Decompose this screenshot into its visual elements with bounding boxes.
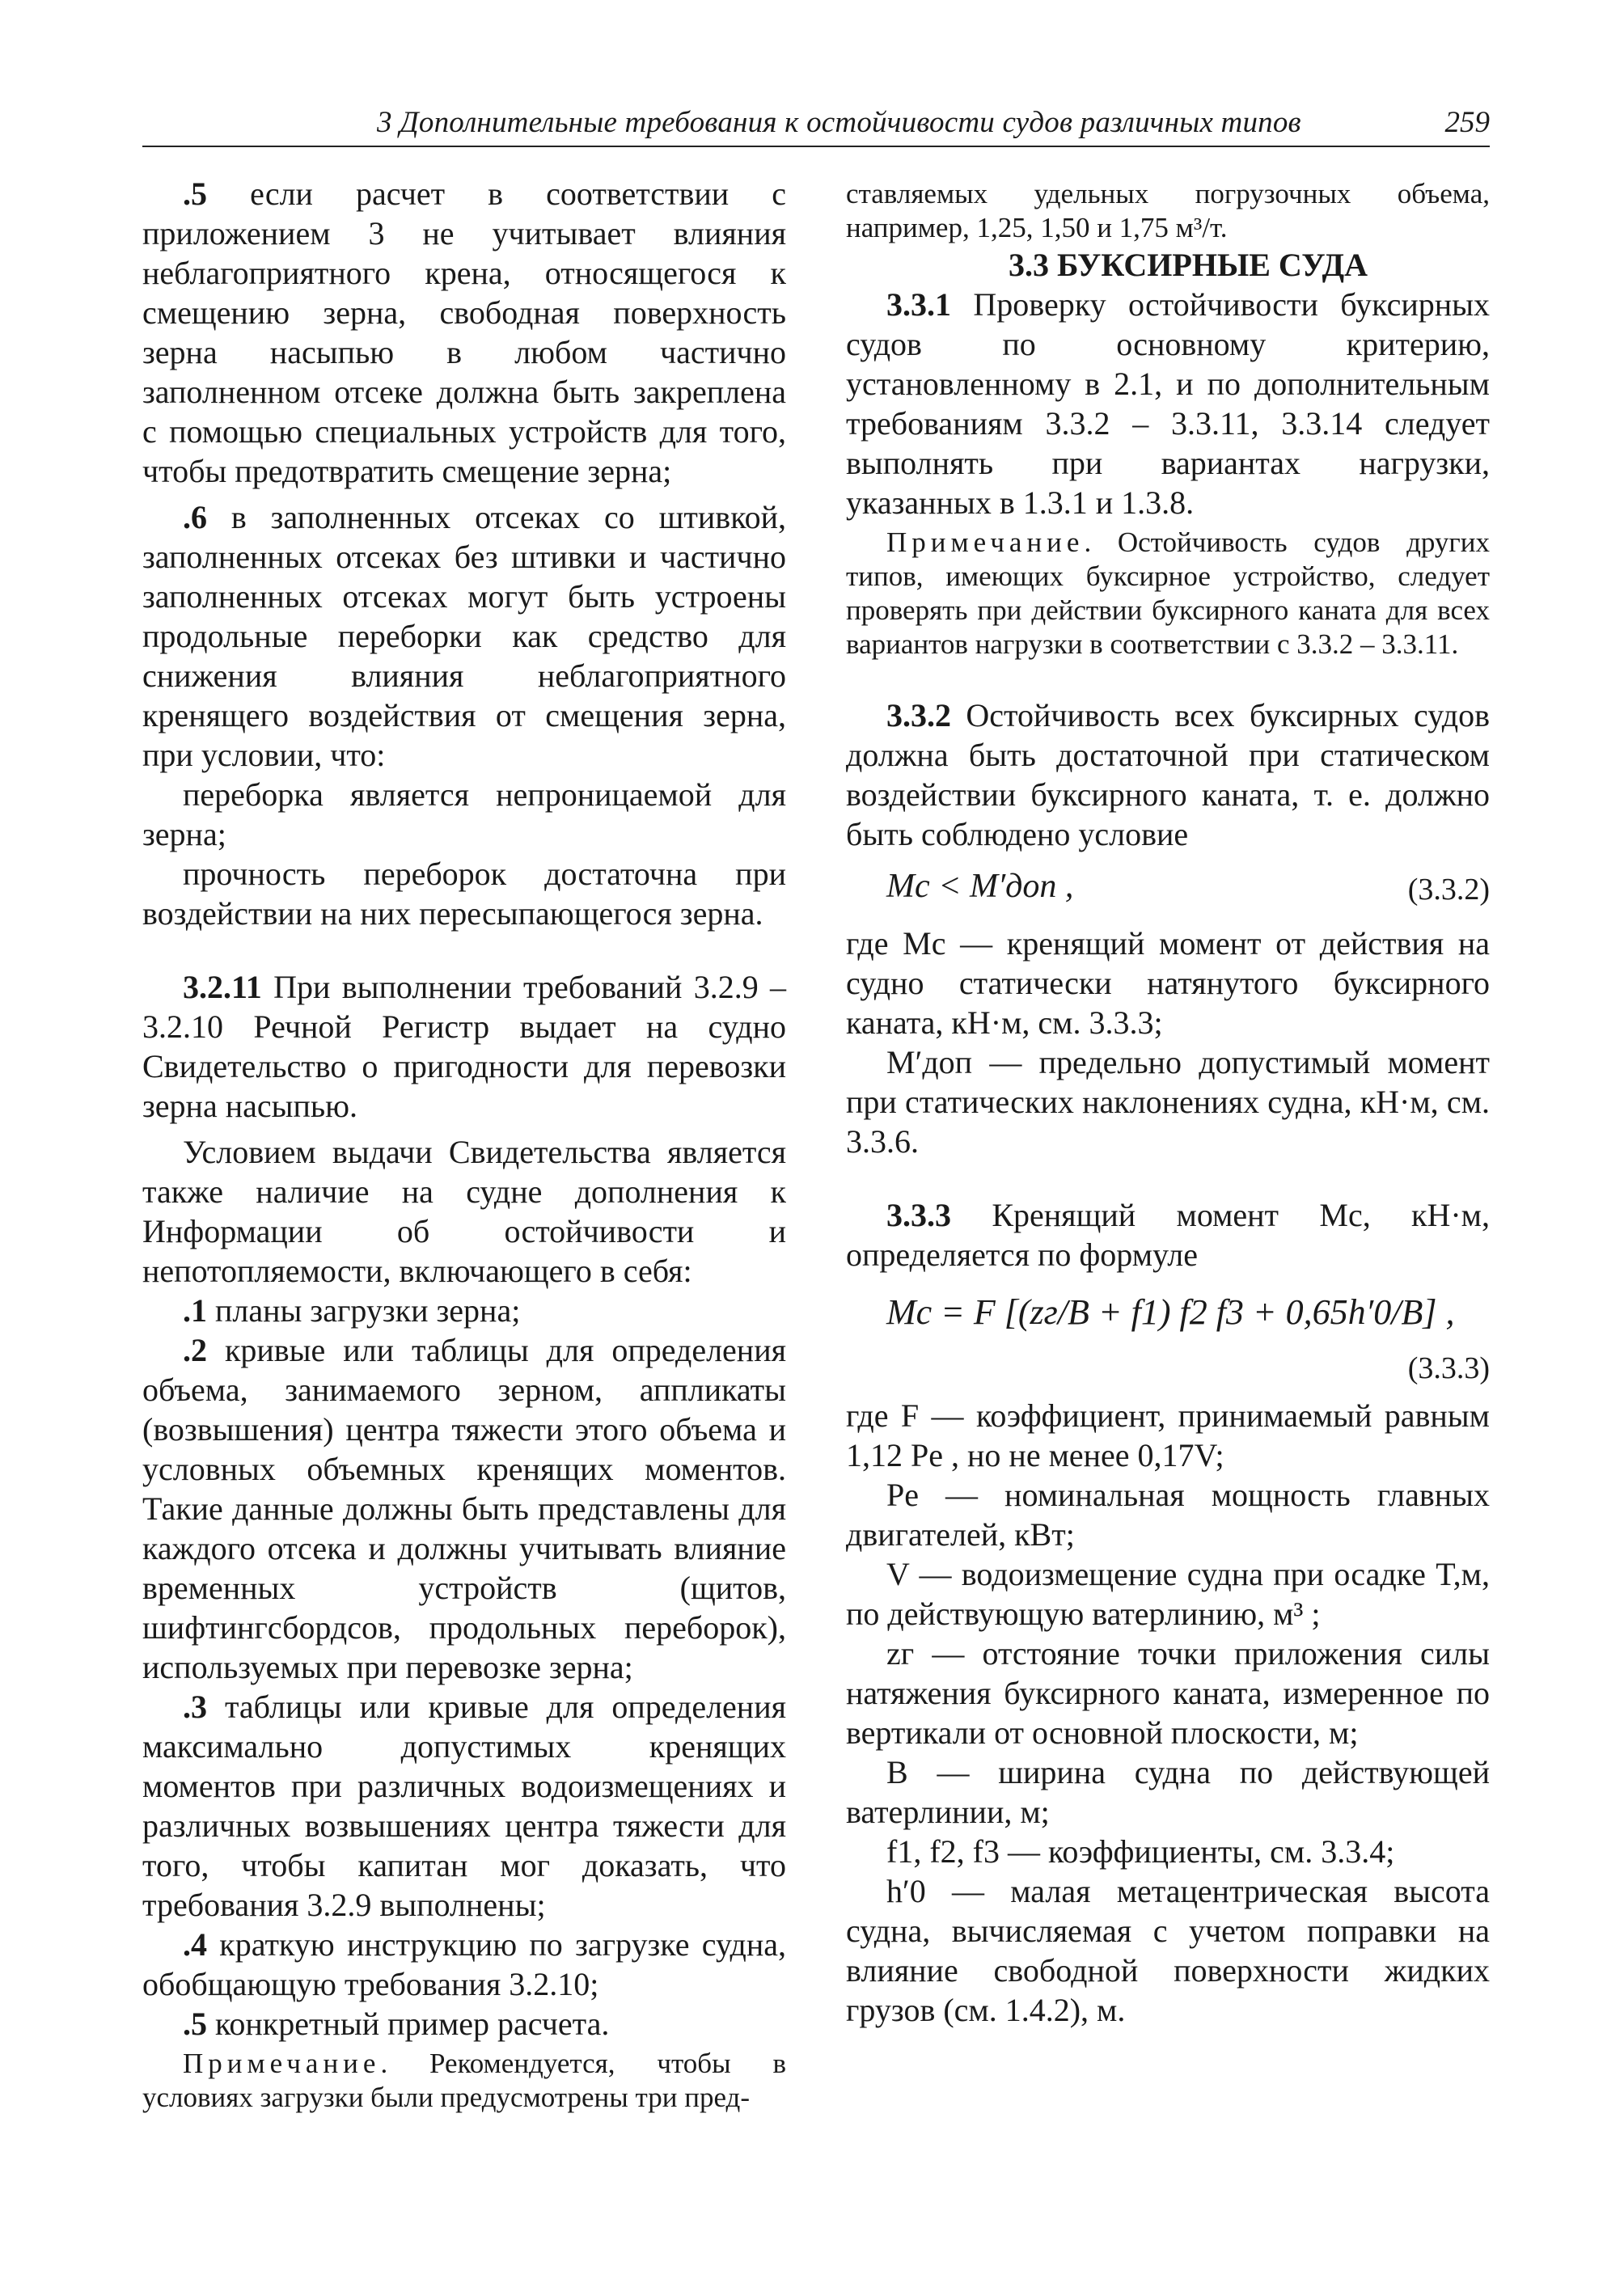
clause-number: 3.3.3 — [886, 1197, 951, 1233]
equation-number: (3.3.2) — [1407, 873, 1490, 907]
definition: где Mс — кренящий момент от действия на судно статически натянутого буксирного каната, кН·м, см. 3.3.3; — [846, 925, 1490, 1041]
clause-number: 3.3.1 — [886, 286, 951, 323]
item-number: .3 — [183, 1689, 207, 1725]
list-item-text: конкретный пример расчета. — [215, 2006, 610, 2042]
formula-expression: Mс < M′доп , — [886, 868, 1074, 905]
section-title: 3.3 БУКСИРНЫЕ СУДА — [1009, 247, 1368, 283]
item-number: .2 — [183, 1332, 207, 1368]
item-number: .5 — [183, 175, 207, 212]
running-title: 3 Дополнительные требования к остойчивости судов различных типов — [377, 106, 1301, 139]
list-item — [142, 1687, 786, 1925]
paragraph-text: Остойчивость всех буксирных судов должна быть достаточной при статическом воздействии буксирного каната, т. е. должно быть соблюдено условие — [846, 697, 1490, 852]
right-column — [846, 174, 1490, 2030]
note — [846, 526, 1490, 662]
definition: V — водоизмещение судна при осадке T,м, по действующую ватерлинию, м³ ; — [846, 1556, 1490, 1632]
paragraph-text: Проверку остойчивости буксирных судов по основному критерию, установленному в 2.1, и по дополнительным требованиям 3.3.2 – 3.3.11, 3.3.14 следует выполнять при вариантах нагрузки, указанных в 1.3.1 и 1.3.8. — [846, 286, 1491, 521]
list-item-text: кривые или таблицы для определения объема, занимаемого зерном, аппликаты (возвышения) центра тяжести этого объема и условных объемных кренящих моментов. Такие данные должны быть представлены для каждого отсека и должны учитывать влияние временных устройств (щитов, шифтингсбордсов, продольных переборок), используемых при перевозке зерна; — [142, 1332, 786, 1685]
paragraph-text: в заполненных отсеках со штивкой, заполненных отсеках без штивки и частично заполненных отсеках могут быть устроены продольные переборки как средство для снижения влияния неблагоприятного кренящего воздействия от смещения зерна, при условии, что: — [142, 499, 787, 773]
list-item — [142, 2004, 786, 2044]
formula-expression: Mс = F [(zг/B + f1) f2 f3 + 0,65h′0/B] , — [886, 1292, 1455, 1332]
paragraph — [142, 967, 786, 1126]
definition: h′0 — малая метацентрическая высота судна, вычисляемая с учетом поправки на влияние свободной поверхности жидких грузов (см. 1.4.2), м. — [846, 1873, 1490, 2028]
note — [142, 2047, 786, 2115]
note-label: Примечание — [886, 526, 1085, 558]
equation-number: (3.3.3) — [1407, 1351, 1490, 1385]
formula-3-3-2 — [846, 859, 1490, 919]
paragraph — [142, 497, 786, 775]
list-item-text: краткую инструкцию по загрузке судна, обобщающую требования 3.2.10; — [142, 1926, 787, 2002]
definition: B — ширина судна по действующей ватерлинии, м; — [846, 1754, 1490, 1830]
item-number: .4 — [183, 1926, 207, 1963]
condition-item: переборка является непроницаемой для зерна; — [142, 776, 786, 852]
paragraph — [142, 174, 786, 491]
note-label: Примечание — [183, 2048, 381, 2079]
list-item-text: планы загрузки зерна; — [215, 1292, 521, 1329]
page-number: 259 — [1444, 106, 1490, 139]
condition-item: прочность переборок достаточна при воздействии на них пересыпающегося зерна. — [142, 856, 786, 932]
formula-3-3-3 — [846, 1283, 1490, 1396]
paragraph-text: если расчет в соответствии с приложением 3 не учитывает влияния неблагоприятного крена, относящегося к смещению зерна, свободная поверхность зерна насыпью в любом частично заполненном отсеке должна быть закреплена с помощью специальных устройств для того, чтобы предотвратить смещение зерна; — [142, 175, 787, 489]
list-item — [142, 1291, 786, 1330]
paragraph: Условием выдачи Свидетельства является также наличие на судне дополнения к Информации об остойчивости и непотопляемости, включающего в себя: — [142, 1134, 786, 1289]
item-number: .5 — [183, 2006, 207, 2042]
paragraph — [846, 285, 1490, 522]
clause-number: 3.3.2 — [886, 697, 951, 733]
note-continuation: ставляемых удельных погрузочных объема, например, 1,25, 1,50 и 1,75 м³/т. — [846, 178, 1490, 243]
note-text: . Рекомендуется, чтобы в условиях загрузки были предусмотрены три пред- — [142, 2048, 786, 2113]
paragraph — [846, 1195, 1490, 1274]
list-item-text: таблицы или кривые для определения максимально допустимых кренящих моментов при различных водоизмещениях и различных возвышениях центра тяжести для того, чтобы капитан мог доказать, что требования 3.2.9 выполнены; — [142, 1689, 786, 1923]
item-number: .1 — [183, 1292, 207, 1329]
clause-number: 3.2.11 — [183, 969, 262, 1005]
page-header — [142, 104, 1490, 147]
paragraph-text: Кренящий момент Mс, кН·м, определяется по формуле — [846, 1197, 1490, 1273]
list-item — [142, 1925, 786, 2004]
list-item — [142, 1330, 786, 1687]
paragraph — [846, 695, 1490, 854]
note-text: . Остойчивость судов других типов, имеющих буксирное устройство, следует проверять при действии буксирного каната для всех вариантов нагрузки в соответствии с 3.3.2 – 3.3.11. — [846, 526, 1490, 660]
definition: Pе — номинальная мощность главных двигателей, кВт; — [846, 1477, 1490, 1553]
left-column — [142, 174, 786, 2115]
item-number: .6 — [183, 499, 207, 535]
definition: где F — коэффициент, принимаемый равным 1,12 Pе , но не менее 0,17V; — [846, 1397, 1490, 1473]
definition: zг — отстояние точки приложения силы натяжения буксирного каната, измеренное по вертикали от основной плоскости, м; — [846, 1635, 1490, 1751]
definition: M′доп — предельно допустимый момент при статических наклонениях судна, кН·м, см. 3.3.6. — [846, 1044, 1490, 1160]
paragraph-text: При выполнении требований 3.2.9 – 3.2.10 Речной Регистр выдает на судно Свидетельство о пригодности для перевозки зерна насыпью. — [142, 969, 787, 1124]
definition: f1, f2, f3 — коэффициенты, см. 3.3.4; — [886, 1833, 1395, 1870]
